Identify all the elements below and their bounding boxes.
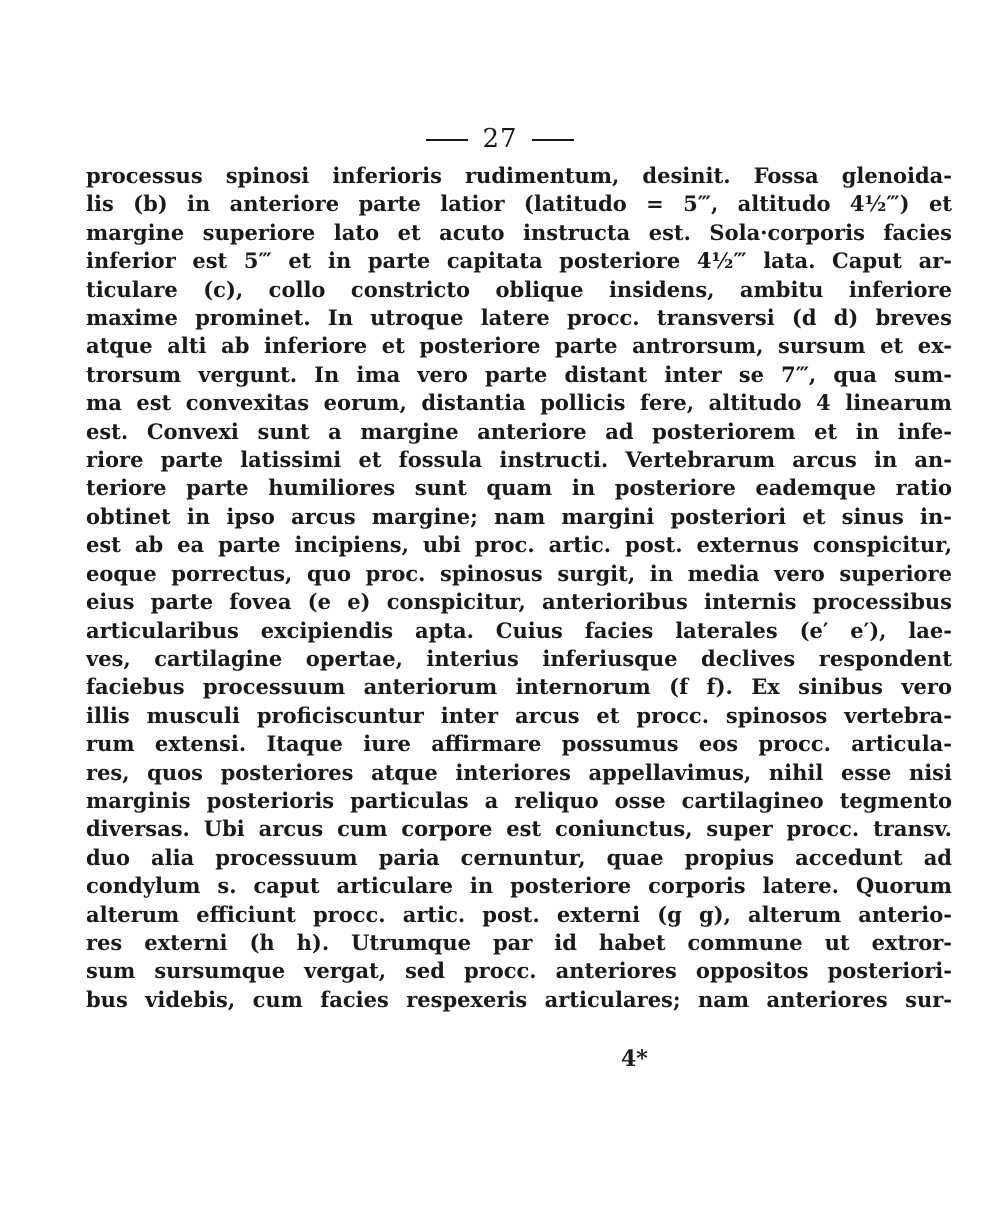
text-line: sum sursumque vergat, sed procc. anteriores oppositos posteriori- — [86, 958, 952, 984]
text-line: eoque porrectus, quo proc. spinosus surgit, in media vero superiore — [86, 560, 952, 586]
text-line: ma est convexitas eorum, distantia pollicis fere, altitudo 4 linearum — [86, 390, 952, 416]
body-text — [86, 162, 952, 1014]
text-line: teriore parte humiliores sunt quam in posteriore eademque ratio — [86, 475, 952, 501]
text-line: duo alia processuum paria cernuntur, quae propius accedunt ad — [86, 844, 952, 870]
text-line: eius parte fovea (e e) conspicitur, anterioribus internis processibus — [86, 589, 952, 615]
text-line: est ab ea parte incipiens, ubi proc. artic. post. externus conspicitur, — [86, 532, 952, 558]
text-line: trorsum vergunt. In ima vero parte distant inter se 7‴, qua sum- — [86, 361, 952, 387]
text-line: inferior est 5‴ et in parte capitata posteriore 4½‴ lata. Caput ar- — [86, 248, 952, 274]
text-line: obtinet in ipso arcus margine; nam margini posteriori et sinus in- — [86, 503, 952, 529]
page-header — [0, 124, 1000, 154]
header-dash-right — [532, 139, 574, 141]
text-line: faciebus processuum anteriorum internorum (f f). Ex sinibus vero — [86, 674, 952, 700]
text-line: atque alti ab inferiore et posteriore parte antrorsum, sursum et ex- — [86, 333, 952, 359]
text-line: res, quos posteriores atque interiores appellavimus, nihil esse nisi — [86, 759, 952, 785]
text-line: condylum s. caput articulare in posteriore corporis latere. Quorum — [86, 873, 952, 899]
text-line: bus videbis, cum facies respexeris articulares; nam anteriores sur- — [86, 986, 952, 1012]
text-line: riore parte latissimi et fossula instructi. Vertebrarum arcus in an- — [86, 447, 952, 473]
text-line: marginis posterioris particulas a reliquo osse cartilagineo tegmento — [86, 787, 952, 813]
signature-mark: 4* — [621, 1046, 648, 1072]
text-line: ticulare (c), collo constricto oblique insidens, ambitu inferiore — [86, 276, 952, 302]
text-line: alterum efficiunt procc. artic. post. externi (g g), alterum anterio- — [86, 901, 952, 927]
text-line: diversas. Ubi arcus cum corpore est coniunctus, super procc. transv. — [86, 816, 952, 842]
text-line: maxime prominet. In utroque latere procc. transversi (d d) breves — [86, 305, 952, 331]
header-dash-left — [426, 139, 468, 141]
text-line: est. Convexi sunt a margine anteriore ad posteriorem et in infe- — [86, 418, 952, 444]
text-line: res externi (h h). Utrumque par id habet commune ut extror- — [86, 929, 952, 955]
text-line: processus spinosi inferioris rudimentum, desinit. Fossa glenoida- — [86, 163, 952, 188]
text-line: rum extensi. Itaque iure affirmare possumus eos procc. articula- — [86, 731, 952, 757]
text-line: articularibus excipiendis apta. Cuius facies laterales (e′ e′), lae- — [86, 617, 952, 643]
text-line: illis musculi proficiscuntur inter arcus et procc. spinosos vertebra- — [86, 702, 952, 728]
text-line: lis (b) in anteriore parte latior (latitudo = 5‴, altitudo 4½‴) et — [86, 191, 952, 217]
page-number: 27 — [482, 124, 518, 154]
text-line: margine superiore lato et acuto instructa est. Sola·corporis facies — [86, 219, 952, 245]
text-line: ves, cartilagine opertae, interius inferiusque declives respondent — [86, 645, 952, 671]
